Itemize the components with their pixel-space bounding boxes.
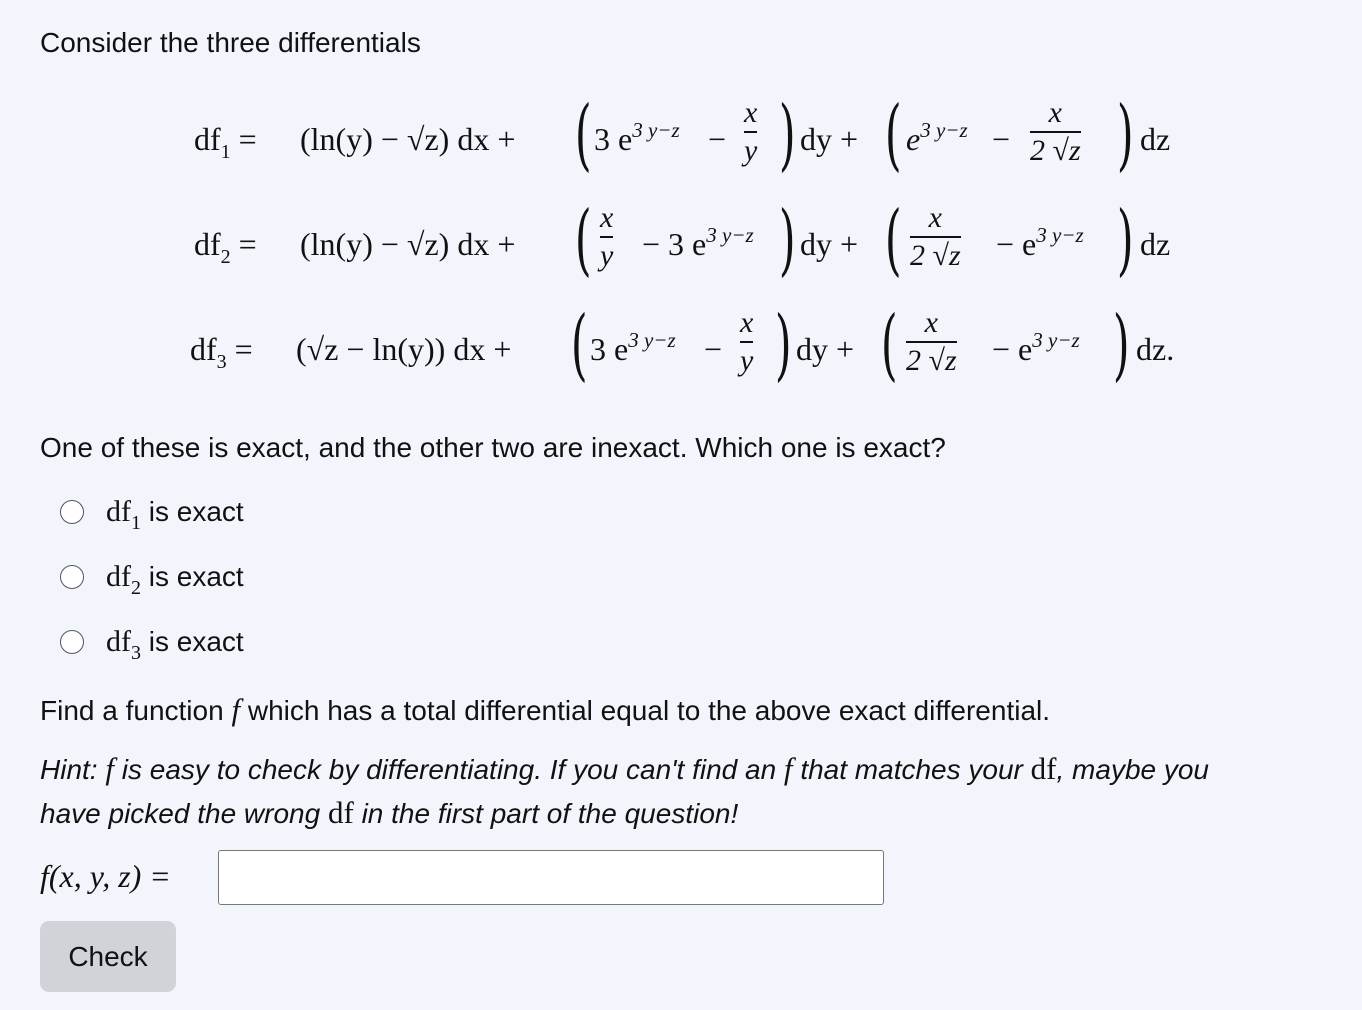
hint-f2: f bbox=[783, 751, 793, 786]
eq3-term2-a bbox=[590, 328, 676, 368]
hint-p2: is easy to check by differentiating. If you can't find an bbox=[113, 754, 784, 785]
option-df3-label: is exact bbox=[141, 626, 244, 657]
hint-p4: , maybe you bbox=[1056, 754, 1210, 785]
eq3-t3-frac bbox=[906, 307, 957, 377]
eq3-t2-frac bbox=[740, 307, 753, 377]
eq1-t2-den: y bbox=[744, 133, 758, 167]
option-df3-math: df bbox=[106, 625, 131, 658]
eq1-lhs: $df_1$ = bbox=[194, 121, 257, 163]
eq1-t3-minus: − bbox=[992, 121, 1011, 157]
eq2-lhs-sub: 2 bbox=[220, 246, 231, 268]
equation-df1: $df_1$ = (ln(y) − √z) dx + ( 3 $e^{3 y-z}$ − x y ) dy + ( $e^{3 y-z}$ − x 2 √z ) dz bbox=[194, 90, 1171, 180]
eq1-lhs-text: df bbox=[194, 121, 221, 157]
eq3-t2-end: dy + bbox=[796, 331, 855, 367]
eq1-t2-num: x bbox=[744, 96, 758, 129]
eq3-t2-minus: − bbox=[704, 331, 723, 367]
eq3-term3-a bbox=[992, 328, 1080, 368]
eq1-t3sup: 3 y−z bbox=[920, 118, 968, 142]
option-df3[interactable] bbox=[60, 622, 244, 662]
radio-df3[interactable] bbox=[60, 630, 84, 654]
eq2-t2-end: dy + bbox=[800, 226, 859, 262]
eq1-t3-num: x bbox=[1048, 96, 1062, 129]
option-df1-math: df bbox=[106, 495, 131, 528]
eq2-t3sup: 3 y−z bbox=[1036, 223, 1084, 247]
eq3-t3-num: x bbox=[924, 306, 938, 339]
option-df2-math: df bbox=[106, 560, 131, 593]
eq2-t2-frac bbox=[600, 202, 613, 272]
eq2-t3a: − e bbox=[996, 226, 1037, 262]
eq1-t2a: 3 e bbox=[594, 121, 633, 157]
hint-line-2 bbox=[40, 795, 738, 831]
eq1-t3-end: dz bbox=[1140, 121, 1171, 157]
eq2-t2-den: y bbox=[600, 238, 614, 272]
option-df3-sub: 3 bbox=[131, 642, 141, 664]
radio-df1[interactable] bbox=[60, 500, 84, 524]
eq1-t3-den: 2 √z bbox=[1030, 133, 1081, 167]
eq2-lhs-text: df bbox=[194, 226, 221, 262]
radio-df2[interactable] bbox=[60, 565, 84, 589]
find-f: f bbox=[231, 692, 241, 727]
eq1-lhs-sub: 1 bbox=[220, 141, 231, 163]
eq1-t2sup: 3 y−z bbox=[632, 118, 680, 142]
eq2-term3-a bbox=[996, 223, 1084, 263]
option-df2[interactable] bbox=[60, 557, 244, 597]
check-button[interactable]: Check bbox=[40, 921, 176, 992]
answer-input[interactable] bbox=[218, 850, 884, 905]
find-text-before: Find a function bbox=[40, 695, 232, 726]
hint-p5: have picked the wrong bbox=[40, 798, 328, 829]
eq2-t3-frac bbox=[910, 202, 961, 272]
find-text-after: which has a total differential equal to the above exact differential. bbox=[240, 695, 1051, 726]
option-df1[interactable] bbox=[60, 492, 244, 532]
eq2-t3-end: dz bbox=[1140, 226, 1171, 262]
option-df1-label: is exact bbox=[141, 496, 244, 527]
eq3-term1: (√z − ln(y)) dx + bbox=[296, 331, 512, 367]
answer-label bbox=[40, 858, 171, 895]
option-df2-sub: 2 bbox=[131, 577, 141, 599]
eq3-t2a: 3 e bbox=[590, 331, 629, 367]
eq1-term3-a bbox=[906, 118, 968, 158]
option-df2-label: is exact bbox=[141, 561, 244, 592]
option-df1-sub: 1 bbox=[131, 512, 141, 534]
hint-df1: df bbox=[1030, 751, 1057, 786]
hint-p6: in the first part of the question! bbox=[353, 798, 739, 829]
hint-p1: Hint: bbox=[40, 754, 106, 785]
eq1-term1: (ln(y) − √z) dx + bbox=[300, 121, 516, 157]
eq3-lhs-text: df bbox=[190, 331, 217, 367]
eq1-t3a: e bbox=[906, 121, 921, 157]
eq3-t3-den: 2 √z bbox=[906, 343, 957, 377]
equation-df2: $df_2$ = (ln(y) − √z) dx + ( x y − 3 $e^{3 y-z}$ ) dy + ( x 2 √z − $e^{3 y-z}$ ) dz bbox=[194, 195, 1171, 285]
answer-label-text: f(x, y, z) = bbox=[40, 858, 171, 894]
eq2-term2-a bbox=[642, 223, 754, 263]
eq2-lhs: $df_2$ = bbox=[194, 226, 257, 268]
eq2-t3-den: 2 √z bbox=[910, 238, 961, 272]
eq3-lhs-sub: 3 bbox=[216, 351, 227, 373]
eq3-lhs: $df_3$ = bbox=[190, 331, 253, 373]
eq3-t3sup: 3 y−z bbox=[1032, 328, 1080, 352]
find-function-text bbox=[40, 692, 1050, 728]
hint-line-1 bbox=[40, 751, 1209, 787]
eq1-t3-frac bbox=[1030, 97, 1081, 167]
eq3-t3a: − e bbox=[992, 331, 1033, 367]
question-text: One of these is exact, and the other two are inexact. Which one is exact? bbox=[40, 432, 946, 463]
eq2-t2sup: 3 y−z bbox=[706, 223, 754, 247]
hint-df2: df bbox=[327, 795, 354, 830]
eq3-t2-num: x bbox=[740, 306, 754, 339]
eq3-t3-end: dz. bbox=[1136, 331, 1175, 367]
eq3-t2-den: y bbox=[740, 343, 754, 377]
hint-p3: that matches your bbox=[792, 754, 1031, 785]
intro-text: Consider the three differentials bbox=[40, 27, 421, 58]
equation-df3: $df_3$ = (√z − ln(y)) dx + ( 3 $e^{3 y-z}$ − x y ) dy + ( x 2 √z − $e^{3 y-z}$ ) dz. bbox=[190, 300, 1175, 390]
eq1-t2-frac bbox=[744, 97, 757, 167]
eq1-t2-end: dy + bbox=[800, 121, 859, 157]
eq1-t2-minus: − bbox=[708, 121, 727, 157]
eq2-t3-num: x bbox=[928, 201, 942, 234]
eq1-term2-a bbox=[594, 118, 680, 158]
eq2-term1: (ln(y) − √z) dx + bbox=[300, 226, 516, 262]
eq2-t2a: − 3 e bbox=[642, 226, 707, 262]
eq3-t2sup: 3 y−z bbox=[628, 328, 676, 352]
eq2-t2-num: x bbox=[600, 201, 614, 234]
hint-f1: f bbox=[105, 751, 114, 786]
